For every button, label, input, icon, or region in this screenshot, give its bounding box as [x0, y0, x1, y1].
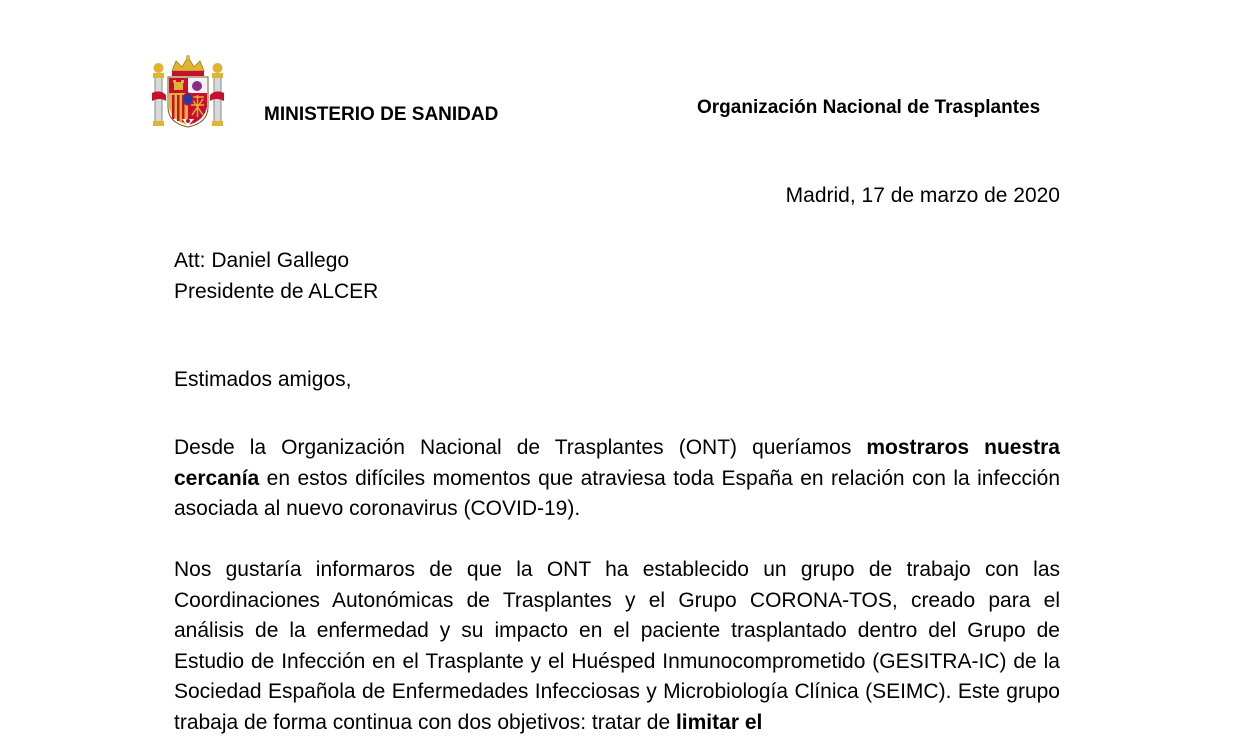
- paragraph-1-text-a: Desde la Organización Nacional de Trasplantes (ONT) queríamos: [174, 436, 867, 459]
- paragraph-2-bold: limitar el: [675, 710, 763, 734]
- letter-date: Madrid, 17 de marzo de 2020: [785, 184, 1060, 207]
- greeting: Estimados amigos,: [174, 368, 352, 391]
- organization-name: Organización Nacional de Trasplantes: [697, 97, 1041, 118]
- recipient-name: Att: Daniel Gallego: [174, 249, 350, 272]
- recipient-block: [174, 245, 378, 307]
- paragraph-2: [174, 555, 1060, 738]
- spain-coat-of-arms-icon: [152, 55, 224, 129]
- recipient-title: Presidente de ALCER: [174, 280, 379, 303]
- paragraph-1-bold: mostraros nuestra cercanía: [174, 436, 1060, 490]
- paragraph-2-text-a: Nos gustaría informaros de que la ONT ha establecido un grupo de trabajo con las Coordinaciones Autonómicas de Trasplantes y el Grupo CORONA-TOS, creado para el análisis de la enfermedad y su impacto en el paciente trasplantado dentro del Grupo de Estudio de Infección en el Trasplante y el Huésped Inmunocomprometido (GESITRA-IC) de la Sociedad Española de Enfermedades Infecciosas y Microbiología Clínica (SEIMC). Este grupo trabaja de forma continua con dos objetivos: tratar de: [174, 558, 1060, 734]
- paragraph-1: [174, 433, 1060, 525]
- paragraph-1-text-b: en estos difíciles momentos que atraviesa toda España en relación con la infección asociada al nuevo coronavirus (COVID-19).: [174, 466, 1060, 520]
- ministry-name: MINISTERIO DE SANIDAD: [264, 104, 499, 125]
